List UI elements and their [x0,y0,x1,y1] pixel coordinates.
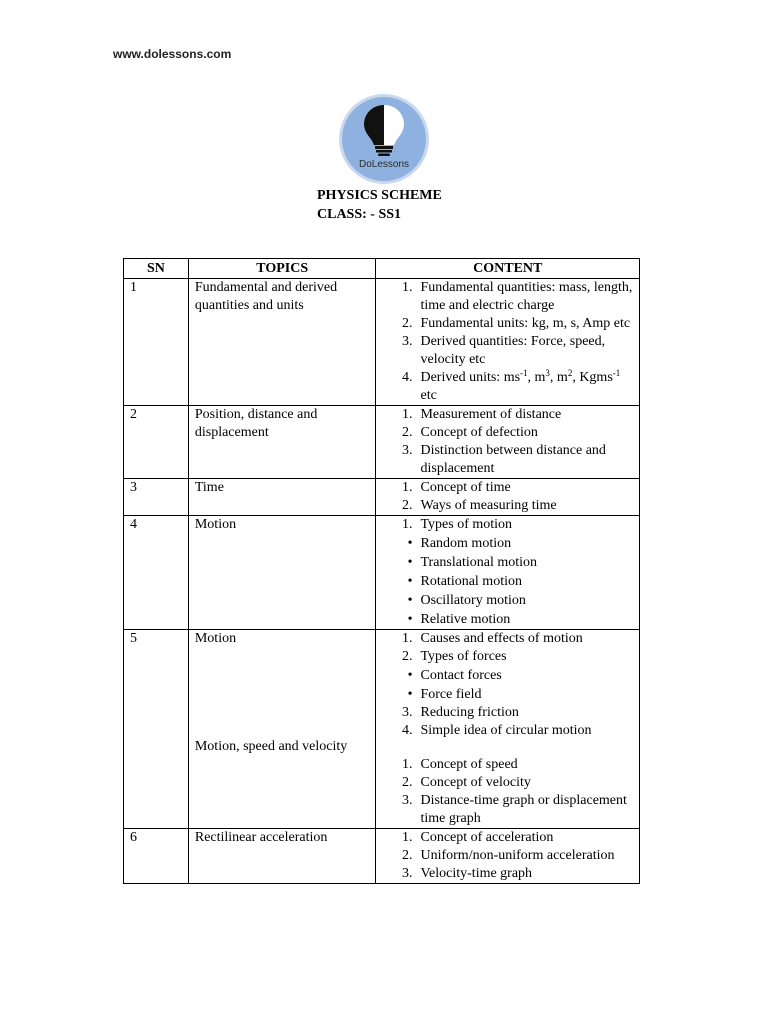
number-marker: 1. [401,631,413,646]
header-topics: TOPICS [188,259,376,279]
row-topic [188,516,376,630]
list-item [382,553,633,572]
list-item [382,610,633,629]
number-marker: 3. [401,443,413,458]
header-content: CONTENT [376,259,640,279]
list-item [382,648,633,666]
row-topic [188,829,376,884]
item-text: Causes and effects of motion [420,631,583,646]
list-item [382,369,633,405]
topic-text: Motion [194,517,237,532]
row-content [376,479,640,516]
bullet-marker: • [407,555,413,570]
content-list [382,630,633,828]
content-list [382,279,633,405]
list-item [382,315,633,333]
item-text: Force field [420,687,482,702]
topic-text: Fundamental and derived quantities and units [194,280,338,313]
row-topic [188,279,376,406]
number-marker: 3. [401,334,413,349]
content-list [382,516,633,629]
number-marker: 1. [401,757,413,772]
topic-text: Motion [194,631,237,646]
list-item [382,756,633,774]
bullet-marker: • [407,687,413,702]
row-content [376,829,640,884]
bullet-marker: • [407,612,413,627]
row-topic [188,479,376,516]
item-text: Rotational motion [420,574,522,589]
list-item [382,279,633,315]
list-item [382,774,633,792]
class-label: CLASS: - SS1 [317,207,402,222]
topic-text: Rectilinear acceleration [194,830,328,845]
row-content [376,279,640,406]
number-marker: 2. [401,425,413,440]
number-marker: 4. [401,370,413,385]
item-text: Uniform/non-uniform acceleration [420,848,615,863]
topic-text: Motion, speed and velocity [194,739,348,754]
item-text: Concept of velocity [420,775,531,790]
row-sn: 6 [124,829,189,884]
list-item [382,829,633,847]
number-marker: 1. [401,830,413,845]
item-text: Ways of measuring time [420,498,557,513]
bullet-marker: • [407,574,413,589]
content-list [382,829,633,883]
item-text: Reducing friction [420,705,519,720]
table-row [124,279,640,406]
number-marker: 1. [401,280,413,295]
row-content [376,630,640,829]
bullet-marker: • [407,536,413,551]
list-item [382,722,633,740]
topic-text: Position, distance and displacement [194,407,318,440]
row-sn: 2 [124,406,189,479]
item-text: Derived quantities: Force, speed, velocity etc [420,334,606,367]
header-sn: SN [124,259,189,279]
list-item [382,406,633,424]
bullet-marker: • [407,593,413,608]
table-row [124,516,640,630]
list-item [382,792,633,828]
bullet-marker: • [407,668,413,683]
list-item [382,572,633,591]
item-text: Derived units: $ms^{-1}$, $m^3$, $m^2$, Kgms$^{-1}$ etc [420,368,621,403]
item-text: Translational motion [420,555,538,570]
row-sn: 5 [124,630,189,829]
item-text: Simple idea of circular motion [420,723,592,738]
list-item [382,591,633,610]
topic-text: Time [194,480,224,495]
number-marker: 2. [401,775,413,790]
row-topic [188,406,376,479]
number-marker: 1. [401,480,413,495]
content-list [382,479,633,515]
document-heading [317,186,442,224]
row-topic [188,630,376,829]
item-text: Fundamental quantities: mass, length, time and electric charge [420,280,633,313]
site-url[interactable]: www.dolessons.com [113,47,232,61]
content-list [382,406,633,478]
item-text: Random motion [420,536,512,551]
item-text: Velocity-time graph [420,866,533,881]
list-item [382,704,633,722]
list-item [382,516,633,534]
scheme-table [123,258,640,884]
row-sn: 4 [124,516,189,630]
number-marker: 2. [401,498,413,513]
number-marker: 1. [401,517,413,532]
document-title: PHYSICS SCHEME [317,188,442,203]
row-content [376,516,640,630]
item-text: Types of forces [420,649,507,664]
number-marker: 3. [401,793,413,808]
list-item [382,442,633,478]
table-row [124,829,640,884]
item-text: Concept of defection [420,425,538,440]
number-marker: 4. [401,723,413,738]
item-text: Contact forces [420,668,502,683]
number-marker: 1. [401,407,413,422]
row-content [376,406,640,479]
logo-text: DoLessons [358,159,410,170]
dolessons-logo [338,93,430,185]
list-item [382,666,633,685]
item-text: Types of motion [420,517,513,532]
item-text: Fundamental units: kg, m, s, Amp etc [420,316,631,331]
table-row [124,406,640,479]
number-marker: 2. [401,316,413,331]
item-text: Oscillatory motion [420,593,526,608]
list-item [382,847,633,865]
item-text: Concept of time [420,480,511,495]
table-header-row [124,259,640,279]
number-marker: 2. [401,848,413,863]
list-item [382,497,633,515]
list-item [382,333,633,369]
list-item [382,865,633,883]
item-text: Measurement of distance [420,407,562,422]
item-text: Concept of acceleration [420,830,554,845]
row-sn: 3 [124,479,189,516]
item-text: Distance-time graph or displacement time graph [420,793,627,826]
list-item [382,685,633,704]
number-marker: 2. [401,649,413,664]
item-text: Distinction between distance and displacement [420,443,606,476]
list-item [382,534,633,553]
row-sn: 1 [124,279,189,406]
item-text: Relative motion [420,612,511,627]
list-item [382,424,633,442]
number-marker: 3. [401,705,413,720]
number-marker: 3. [401,866,413,881]
item-text: Concept of speed [420,757,518,772]
table-row [124,630,640,829]
table-row [124,479,640,516]
list-item [382,479,633,497]
list-item [382,630,633,648]
